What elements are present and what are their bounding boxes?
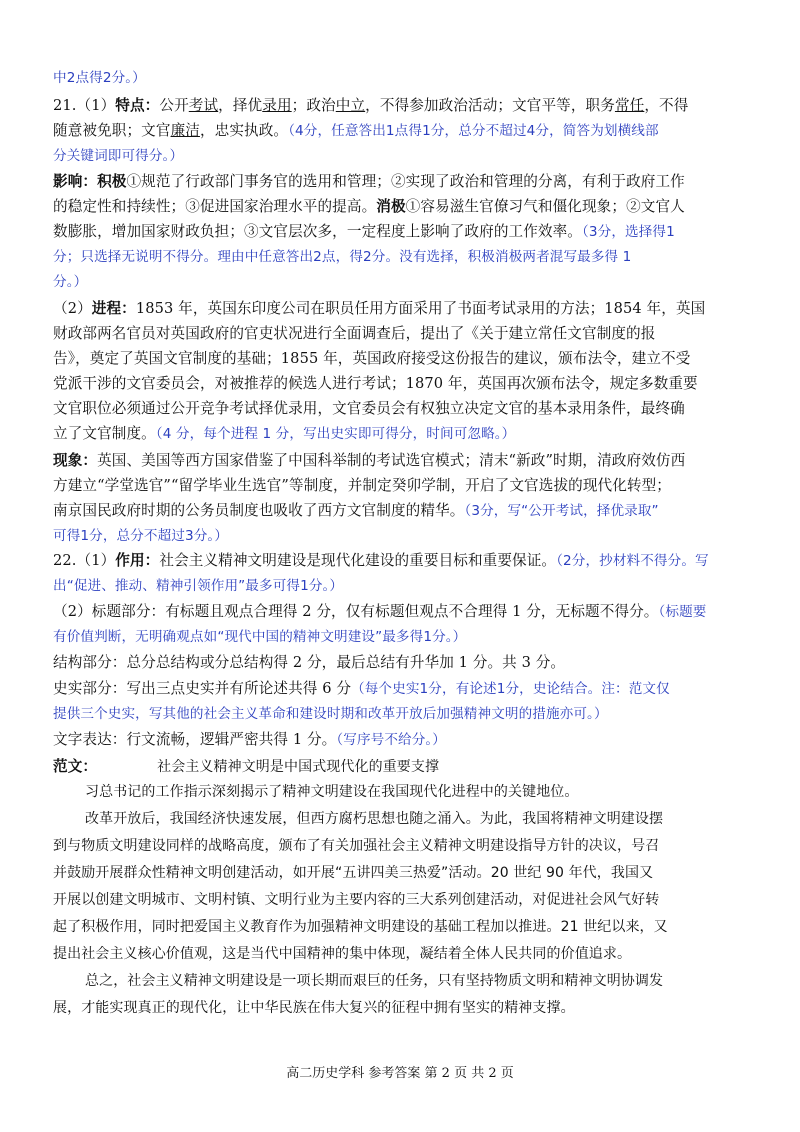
positive-label: 积极 [97,173,127,190]
text: 方建立“学堂选官”“留学毕业生选官”等制度，并制定癸卯学制，开启了文官选拔的现代化转型； [53,477,671,494]
grading-note: （2分，抄材料不得分。写 [556,553,709,569]
text: ，择优 [218,97,263,114]
text: 史实部分：写出三点史实并有所论述共得 6 分 [53,680,352,697]
grading-note: （4分，任意答出1点得1分，总分不超过4分，简答为划横线部 [288,123,659,139]
q22-expression-line [53,728,760,749]
text: 英国、美国等西方国家借鉴了中国科举制的考试选官模式；清末“新政”时期，清政府效仿西 [97,452,686,469]
q21-phenomenon-line-1 [53,449,760,470]
text: 随意被免职；文官 [53,122,171,139]
text: 党派干涉的文官委员会，对被推荐的候选人进行考试；1870 年，英国再次颁布法令，规定多数重要 [53,375,698,392]
grading-note: 可得1分，总分不超过3分。） [53,528,229,544]
model-essay-heading [53,755,760,776]
q21-process-line-1 [53,297,760,318]
negative-label: 消极 [376,198,406,215]
text: 1853 年，英国东印度公司在职员任用方面采用了书面考试录用的方法；1854 年，英国 [135,300,706,317]
essay-line: 到与物质文明建设同样的战略高度，颁布了有关加强社会主义精神文明建设指导方针的决议，号召 [53,838,660,854]
grading-note: （写序号不给分。） [336,732,447,748]
text: 数膨胀，增加国家财政负担；③文官层次多，一定程度上影响了政府的工作效率。 [53,223,582,240]
text: （2）标题部分：有标题且观点合理得 2 分，仅有标题但观点不合理得 1 分，无标题不得分。 [53,603,659,620]
q21-features-line-2 [53,119,760,140]
essay-line: 提出社会主义核心价值观，这是当代中国精神的集中体现，凝结着全体人民共同的价值追求。 [53,946,632,962]
grading-note: （3分，写“公开考试，择优录取” [464,503,659,519]
grading-note: （4 分，每个进程 1 分，写出史实即可得分，时间可忽略。） [155,426,516,442]
page-footer: 高二历史学科 参考答案 第 2 页 共 2 页 [286,1066,514,1081]
essay-line: 开展以创建文明城市、文明村镇、文明行业为主要内容的三大系列创建活动，对促进社会风气好转 [53,892,660,908]
q21-influence-line-3 [53,220,760,241]
text: 文字表达：行文流畅，逻辑严密共得 1 分。 [53,731,337,748]
q21-features-line-1 [53,94,760,115]
text: 文官职位必须通过公开竞争考试择优录用，文官委员会有权独立决定文官的基本录用条件，最终确 [53,400,685,417]
text: 财政部两名官员对英国政府的官吏状况进行全面调查后，提出了《关于建立常任文官制度的报 [53,325,656,342]
process-label: 进程： [91,300,136,317]
q21-phenomenon-line-3 [53,499,760,520]
model-essay-title: 社会主义精神文明是中国式现代化的重要支撑 [157,759,440,775]
phenomenon-label: 现象： [53,452,98,469]
text: 的稳定性和持续性；③促进国家治理水平的提高。 [53,198,377,215]
text: ；政治 [291,97,336,114]
grading-note: 分。） [53,274,88,290]
text: ，忠实执政。 [199,122,289,139]
q21-influence-line-1 [53,170,760,191]
essay-paragraph-2: 改革开放后，我国经济快速发展，但西方腐朽思想也随之涌入。为此，我国将精神文明建设摆 [85,811,664,827]
text: ①容易滋生官僚习气和僵化现象；②文官人 [405,198,685,215]
grading-note: 分；只选择无说明不得分。理由中任意答出2点，得2分。没有选择，积极消极两者混写最多得 1 [53,249,632,265]
essay-line: 展，才能实现真正的现代化，让中华民族在伟大复兴的征程中拥有坚实的精神支撑。 [53,1000,575,1016]
essay-line: 起了积极作用，同时把爱国主义教育作为加强精神文明建设的基础工程加以推进。21 世纪以来，又 [53,919,668,935]
text: ①规范了行政部门事务官的选用和管理；②实现了政治和管理的分离，有利于政府工作 [126,173,685,190]
q21-number: 21.（1） [53,97,116,114]
text: 立了文官制度。 [53,425,156,442]
grading-note: 有价值判断，无明确观点如“现代中国的精神文明建设”最多得1分。） [53,629,467,645]
grading-note: 提供三个史实，写其他的社会主义革命和建设时期和改革开放后加强精神文明的措施亦可。） [53,706,608,722]
text: 南京国民政府时期的公务员制度也吸收了西方文官制度的精华。 [53,502,465,519]
q22-number: 22.（1） [53,552,116,569]
q22-history-line [53,677,760,698]
text: 社会主义精神文明建设是现代化建设的重要目标和重要保证。 [159,552,557,569]
keyword: 中立 [335,97,366,114]
q22-role-line [53,549,760,570]
model-label: 范文： [53,758,98,775]
keyword: 考试 [188,97,219,114]
text: ，不得 [644,97,689,114]
structure-criteria: 结构部分：总分总结构或分总结构得 2 分，最后总结有升华加 1 分。共 3 分。 [53,654,566,671]
keyword: 常任 [614,97,645,114]
keyword: 录用 [262,97,292,114]
q21-process-line-6 [53,422,760,443]
essay-paragraph-1: 习总书记的工作指示深刻揭示了精神文明建设在我国现代化进程中的关键地位。 [85,784,579,800]
text: 告》，奠定了英国文官制度的基础；1855 年，英国政府接受这份报告的建议，颁布法令，建立不受 [53,350,691,367]
q21-influence-line-2 [53,195,760,216]
text: 公开 [159,97,189,114]
carryover-note: 中2点得2分。） [53,70,146,86]
essay-paragraph-3: 总之，社会主义精神文明建设是一项长期而艰巨的任务，只有坚持物质文明和精神文明协调发 [85,973,664,989]
features-label: 特点： [115,97,160,114]
text: ，不得参加政治活动；文官平等，职务 [365,97,615,114]
role-label: 作用： [115,552,160,569]
q22-title-line [53,600,760,621]
grading-note: （每个史实1分，有论述1分，史论结合。注：范文仅 [351,681,670,697]
keyword: 廉洁 [170,122,200,139]
influence-label: 影响： [53,173,98,190]
grading-note: （标题要 [658,604,707,620]
sub-number: （2） [53,300,92,317]
essay-line: 并鼓励开展群众性精神文明创建活动，如开展“五讲四美三热爱”活动。20 世纪 90 年代，我国又 [53,865,654,881]
grading-note: （3分，选择得1 [581,224,675,240]
grading-note: 出“促进、推动、精神引领作用”最多可得1分。） [53,578,344,594]
grading-note: 分关键词即可得分。） [53,148,184,164]
